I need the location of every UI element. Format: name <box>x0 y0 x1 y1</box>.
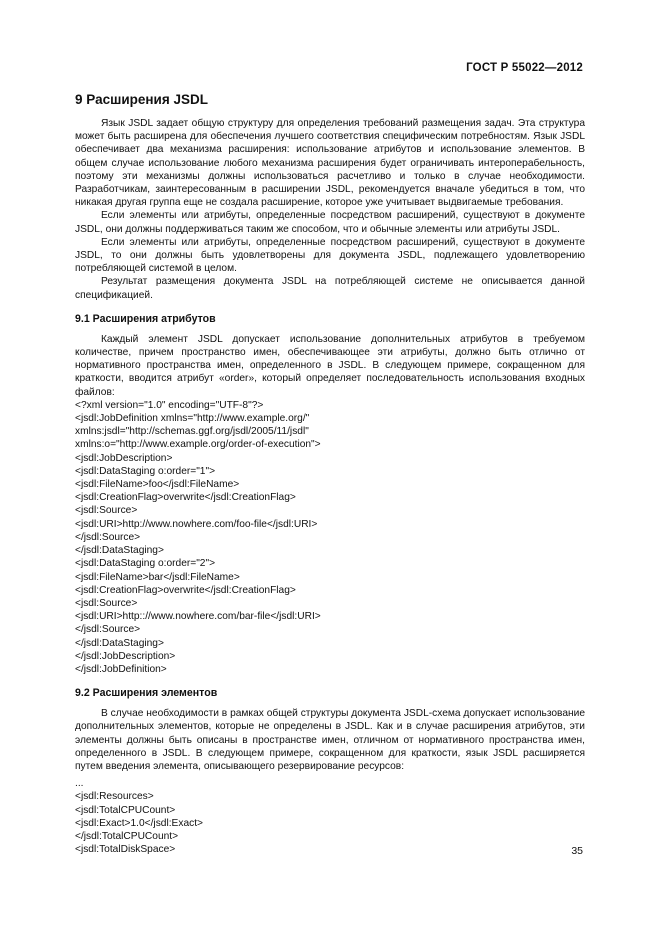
code-line: </jsdl:Source> <box>75 531 141 543</box>
section-9-2-title: 9.2 Расширения элементов <box>75 687 218 700</box>
code-line: <jsdl:TotalDiskSpace> <box>75 844 176 856</box>
code-line: <jsdl:DataStaging o:order="2"> <box>75 558 216 570</box>
code-line: <jsdl:URI>http://www.nowhere.com/foo-file</jsdl:URI> <box>75 518 318 530</box>
code-line: <jsdl:JobDefinition xmlns="http://www.example.org/" <box>75 413 310 425</box>
page-number: 35 <box>571 845 583 857</box>
code-line: <jsdl:CreationFlag>overwrite</jsdl:CreationFlag> <box>75 492 296 504</box>
code-line: <jsdl:FileName>bar</jsdl:FileName> <box>75 571 240 583</box>
code-line: <jsdl:FileName>foo</jsdl:FileName> <box>75 479 240 491</box>
section-9-paragraph-1: Язык JSDL задает общую структуру для определения требований размещения задач. Эта структура может быть расширена для обеспечения лучшего соответствия специфическим потребностям. Язык JSDL обеспечивает два механизма расширения: использование атрибутов и использование элементов. В общем случае использование любого механизма расширения будет ограничивать интероперабельность, поэтому эти механизмы должны использоваться расчетливо и только в случае необходимости. Разработчикам, заинтересованным в расширении JSDL, рекомендуется вначале убедиться в том, что никакая другая группа еще не создала расширение, которое уже учитывает выдвигаемые требования. <box>75 118 585 209</box>
code-line: </jsdl:TotalCPUCount> <box>75 830 179 842</box>
code-line: xmlns:o="http://www.example.org/order-of-execution"> <box>75 439 321 451</box>
code-line: <jsdl:URI>http:://www.nowhere.com/bar-file</jsdl:URI> <box>75 611 321 623</box>
code-line: ... <box>75 778 84 790</box>
attribute-extension-code-block <box>75 399 585 676</box>
code-line: </jsdl:DataStaging> <box>75 545 164 557</box>
code-line: </jsdl:Source> <box>75 624 141 636</box>
code-line: </jsdl:JobDefinition> <box>75 663 167 675</box>
section-9-2-paragraph: В случае необходимости в рамках общей структуры документа JSDL-схема допускает использование дополнительных элементов, которые не определены в JSDL. Как и в случае расширения атрибутов, эти элементы должны быть описаны в пространстве имен, отличном от нормативного пространства имен, определенного в JSDL. В следующем примере, сокращенном для краткости, язык JSDL расширяется путем введения элемента, описывающего резервирование ресурсов: <box>75 708 585 772</box>
section-9-title: 9 Расширения JSDL <box>75 92 208 107</box>
code-line: <?xml version="1.0" encoding="UTF-8"?> <box>75 399 264 411</box>
code-line: <jsdl:JobDescription> <box>75 452 173 464</box>
code-line: </jsdl:JobDescription> <box>75 650 176 662</box>
section-9-paragraph-3: Если элементы или атрибуты, определенные посредством расширений, существуют в документе JSDL, то они должны быть удовлетворены для документа JSDL, подлежащего удовлетворению потребляющей системой в целом. <box>75 236 585 275</box>
code-line: </jsdl:DataStaging> <box>75 637 164 649</box>
code-line: <jsdl:Source> <box>75 505 138 517</box>
section-9-paragraph-4: Результат размещения документа JSDL на потребляющей системе не описывается данной спецификацией. <box>75 276 585 301</box>
code-line: <jsdl:TotalCPUCount> <box>75 804 176 816</box>
code-line: xmlns:jsdl="http://schemas.ggf.org/jsdl/2005/11/jsdl" <box>75 426 309 438</box>
standard-header: ГОСТ Р 55022—2012 <box>466 62 583 74</box>
code-line: <jsdl:CreationFlag>overwrite</jsdl:CreationFlag> <box>75 584 296 596</box>
code-line: <jsdl:DataStaging o:order="1"> <box>75 465 216 477</box>
code-line: <jsdl:Source> <box>75 597 138 609</box>
code-line: <jsdl:Resources> <box>75 791 154 803</box>
element-extension-code-block <box>75 777 585 856</box>
section-9-paragraph-2: Если элементы или атрибуты, определенные посредством расширений, существуют в документе JSDL, они должны поддерживаться таким же способом, что и обычные элементы или атрибуты JSDL. <box>75 210 585 235</box>
section-9-1-title: 9.1 Расширения атрибутов <box>75 312 216 325</box>
code-line: <jsdl:Exact>1.0</jsdl:Exact> <box>75 817 203 829</box>
page-content <box>75 92 585 856</box>
section-9-1-paragraph: Каждый элемент JSDL допускает использование дополнительных атрибутов в требуемом количестве, причем пространство имен, обеспечивающее эти атрибуты, должно быть отлично от нормативного пространства имен, определенного в JSDL. В следующем примере, сокращенном для краткости, вводится атрибут «order», который определяет последовательность использования входных файлов: <box>75 333 585 398</box>
